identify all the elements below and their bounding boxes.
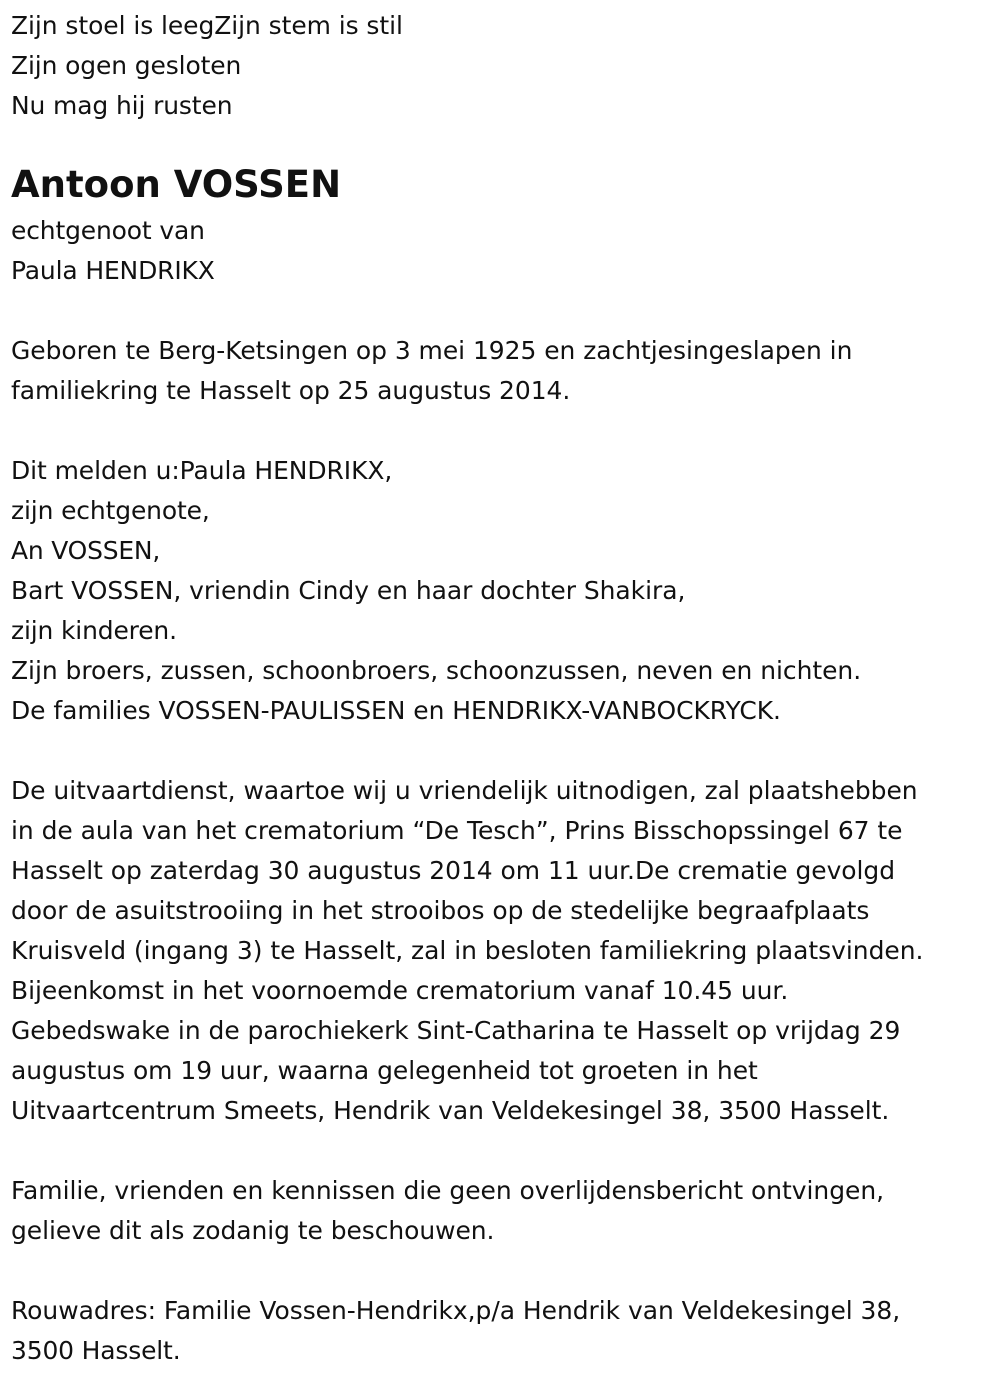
paragraph-line: Bijeenkomst in het voornoemde crematorium vanaf 10.45 uur. [11, 976, 789, 1005]
paragraph-line: familiekring te Hasselt op 25 augustus 2014. [11, 376, 571, 405]
obituary-document [11, 6, 991, 1371]
paragraph-line: Uitvaartcentrum Smeets, Hendrik van Veldekesingel 38, 3500 Hasselt. [11, 1096, 890, 1125]
notice-paragraph [11, 1171, 991, 1251]
paragraph-line: Gebedswake in de parochiekerk Sint-Catharina te Hasselt op vrijdag 29 [11, 1016, 901, 1045]
paragraph-line: Geboren te Berg-Ketsingen op 3 mei 1925 en zachtjesingeslapen in [11, 336, 853, 365]
paragraph-line: Hasselt op zaterdag 30 augustus 2014 om 11 uur.De crematie gevolgd [11, 856, 896, 885]
paragraph-line: Kruisveld (ingang 3) te Hasselt, zal in besloten familiekring plaatsvinden. [11, 936, 924, 965]
funeral-paragraph [11, 771, 991, 1131]
paragraph-line: Bart VOSSEN, vriendin Cindy en haar dochter Shakira, [11, 576, 686, 605]
paragraph-line: zijn echtgenote, [11, 496, 210, 525]
paragraph-line: An VOSSEN, [11, 536, 161, 565]
paragraph-line: door de asuitstrooiing in het strooibos op de stedelijke begraafplaats [11, 896, 870, 925]
paragraph-line: Dit melden u:Paula HENDRIKX, [11, 456, 393, 485]
spouse-name: Paula HENDRIKX [11, 256, 215, 285]
address-paragraph [11, 1291, 991, 1371]
poem [11, 6, 991, 126]
relation-text: echtgenoot van [11, 216, 205, 245]
paragraph-line: 3500 Hasselt. [11, 1336, 181, 1365]
birth-death-paragraph [11, 331, 991, 411]
deceased-name: Antoon VOSSEN [11, 163, 342, 206]
paragraph-line: De families VOSSEN-PAULISSEN en HENDRIKX-VANBOCKRYCK. [11, 696, 781, 725]
poem-line: Nu mag hij rusten [11, 91, 233, 120]
paragraph-line: Zijn broers, zussen, schoonbroers, schoonzussen, neven en nichten. [11, 656, 862, 685]
paragraph-line: augustus om 19 uur, waarna gelegenheid tot groeten in het [11, 1056, 758, 1085]
paragraph-line: Rouwadres: Familie Vossen-Hendrikx,p/a Hendrik van Veldekesingel 38, [11, 1296, 901, 1325]
paragraph-line: De uitvaartdienst, waartoe wij u vriendelijk uitnodigen, zal plaatshebben [11, 776, 918, 805]
poem-line: Zijn stoel is leegZijn stem is stil [11, 11, 403, 40]
paragraph-line: Familie, vrienden en kennissen die geen overlijdensbericht ontvingen, [11, 1176, 885, 1205]
announcers-paragraph [11, 451, 991, 731]
paragraph-line: in de aula van het crematorium “De Tesch”, Prins Bisschopssingel 67 te [11, 816, 903, 845]
poem-line: Zijn ogen gesloten [11, 51, 242, 80]
paragraph-line: gelieve dit als zodanig te beschouwen. [11, 1216, 495, 1245]
paragraph-line: zijn kinderen. [11, 616, 177, 645]
